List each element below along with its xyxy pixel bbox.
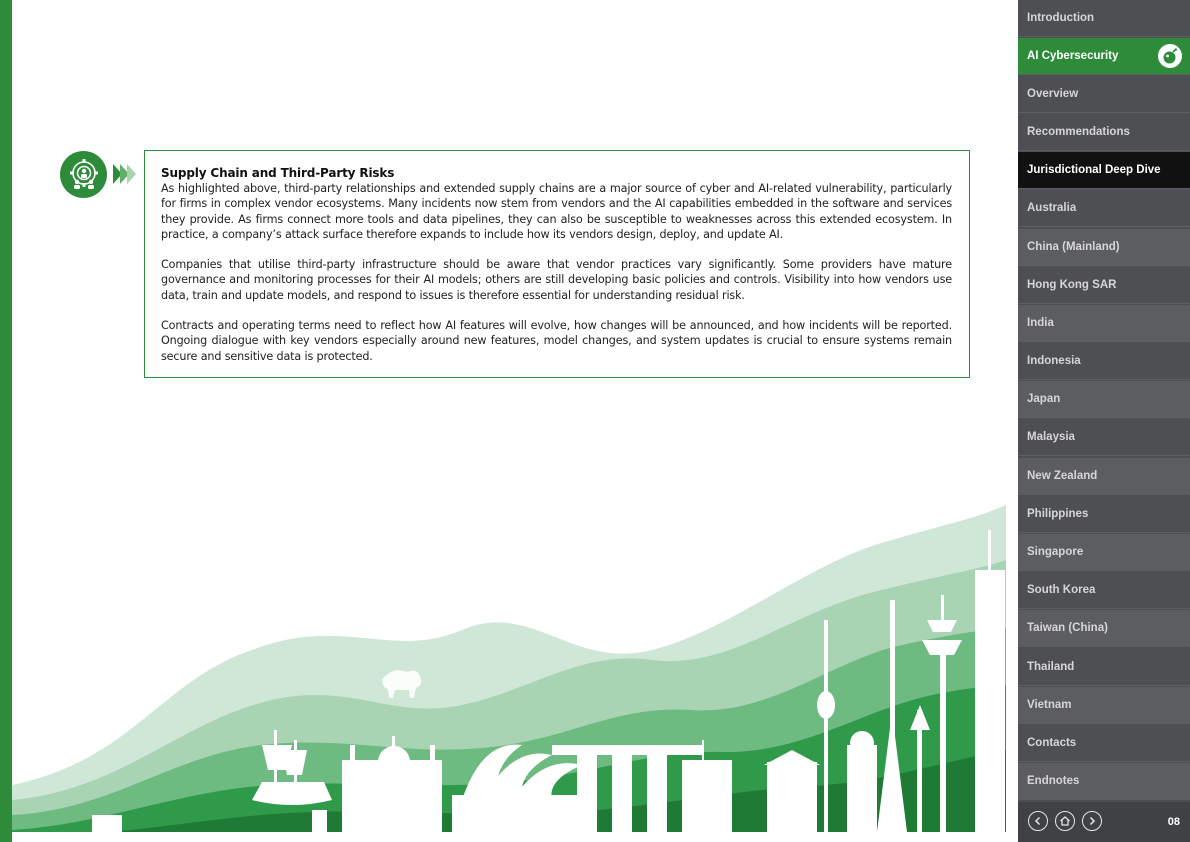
nav-label: Hong Kong SAR <box>1027 279 1117 291</box>
nav-label: Thailand <box>1027 661 1075 673</box>
nav-recommendations[interactable] <box>1018 114 1190 151</box>
nav-label: South Korea <box>1027 584 1096 596</box>
nav-overview[interactable] <box>1018 76 1190 113</box>
page-number: 08 <box>1167 816 1180 828</box>
nav-introduction[interactable] <box>1018 0 1190 37</box>
chevron-arrows-icon <box>113 162 139 191</box>
previous-page-button[interactable] <box>1028 811 1048 831</box>
nav-label: Philippines <box>1027 508 1089 520</box>
nav-label: AI Cybersecurity <box>1027 50 1119 62</box>
nav-thailand[interactable] <box>1018 649 1190 686</box>
next-page-button[interactable] <box>1082 811 1102 831</box>
nav-china-mainland[interactable] <box>1018 229 1190 266</box>
nav-label: Japan <box>1027 393 1061 405</box>
nav-singapore[interactable] <box>1018 534 1190 571</box>
nav-label: Vietnam <box>1027 699 1072 711</box>
nav-indonesia[interactable] <box>1018 343 1190 380</box>
nav-label: Endnotes <box>1027 775 1080 787</box>
nav-label: China (Mainland) <box>1027 241 1120 253</box>
nav-india[interactable] <box>1018 305 1190 342</box>
nav-label: Overview <box>1027 88 1079 100</box>
nav-taiwan-china[interactable] <box>1018 610 1190 647</box>
nav-australia[interactable] <box>1018 190 1190 227</box>
nav-contacts[interactable] <box>1018 725 1190 762</box>
paragraph-3: Contracts and operating terms need to reflect how AI features will evolve, how changes will be announced, and how incidents will be reported. Ongoing dialogue with key vendors especially around new features, model changes, and system updates is crucial to ensure systems remain secure and sensitive data is protected. <box>161 319 952 363</box>
left-accent-bar <box>0 0 12 842</box>
nav-hong-kong-sar[interactable] <box>1018 267 1190 304</box>
nav-label: Introduction <box>1027 12 1095 24</box>
nav-label: Indonesia <box>1027 355 1081 367</box>
home-icon <box>1059 815 1071 827</box>
nav-philippines[interactable] <box>1018 496 1190 533</box>
nav-jurisdictional-deep-dive[interactable] <box>1018 152 1190 189</box>
page-navigation-bar <box>1018 802 1190 842</box>
nav-japan[interactable] <box>1018 381 1190 418</box>
nav-ai-cybersecurity[interactable] <box>1018 38 1190 75</box>
nav-label: New Zealand <box>1027 470 1098 482</box>
nav-label: Singapore <box>1027 546 1084 558</box>
nav-malaysia[interactable] <box>1018 419 1190 456</box>
paragraph-2: Companies that utilise third-party infrastructure should be aware that vendor practices vary significantly. Some providers have mature governance and monitoring processes for their AI models; others are still developing basic policies and controls. Visibility into how vendors use data, train and update models, and respond to issues is therefore essential for understanding residual risk. <box>161 258 952 302</box>
asia-pacific-skyline-illustration <box>12 500 1006 842</box>
supply-chain-gear-icon <box>60 151 107 198</box>
home-button[interactable] <box>1055 811 1075 831</box>
nav-label: Taiwan (China) <box>1027 622 1108 634</box>
nav-new-zealand[interactable] <box>1018 458 1190 495</box>
nav-vietnam[interactable] <box>1018 687 1190 724</box>
supply-chain-text-box <box>144 150 970 378</box>
paragraph-1: As highlighted above, third-party relationships and extended supply chains are a major source of cyber and AI-related vulnerability, particularly for firms in complex vendor ecosystems. Many incidents now stem from vendors and the AI capabilities embedded in the software and services they provide. As firms connect more tools and data pipelines, they can also be susceptible to weaknesses across this extended ecosystem. In practice, a company’s attack surface therefore expands to include how its vendors design, deploy, and update AI. <box>161 182 952 241</box>
bomb-icon <box>1158 44 1182 68</box>
nav-label: Contacts <box>1027 737 1077 749</box>
sidebar-navigation <box>1018 0 1190 842</box>
nav-label: Malaysia <box>1027 431 1075 443</box>
chevron-left-icon <box>1033 816 1043 826</box>
nav-south-korea[interactable] <box>1018 572 1190 609</box>
nav-label: Jurisdictional Deep Dive <box>1027 164 1161 176</box>
nav-label: Recommendations <box>1027 126 1130 138</box>
section-heading: Supply Chain and Third-Party Risks <box>161 166 395 180</box>
nav-label: India <box>1027 317 1054 329</box>
nav-endnotes[interactable] <box>1018 763 1190 800</box>
nav-label: Australia <box>1027 202 1077 214</box>
chevron-right-icon <box>1087 816 1097 826</box>
